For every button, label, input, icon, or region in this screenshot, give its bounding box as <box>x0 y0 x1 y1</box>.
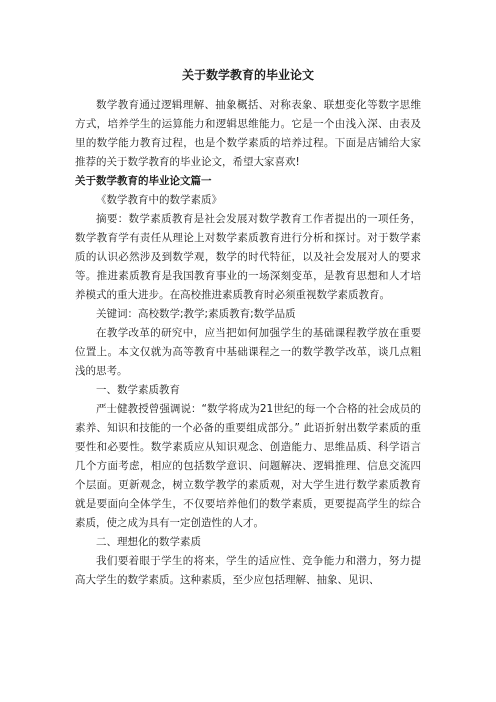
subheading-two: 二、理想化的数学素质 <box>96 536 201 548</box>
subheading-one: 一、数学素质教育 <box>96 384 180 396</box>
section-heading: 关于数学教育的毕业论文篇一 <box>75 175 212 187</box>
document-title: 关于数学教育的毕业论文 <box>181 68 314 82</box>
paper-title: 《数学教育中的数学素质》 <box>96 194 222 206</box>
reform-paragraph: 在教学改革的研究中，应当把如何加强学生的基础课程教学放在重要位置上。本文仅就为高等教育中基础课程之一的数学教学改革，谈几点粗浅的思考。 <box>75 327 421 377</box>
intro-paragraph: 数学教育通过逻辑理解、抽象概括、对称表象、联想变化等数字思维方式，培养学生的运算能力和逻辑思维能力。它是一个由浅入深、由表及里的数学能力教育过程，也是个数学素质的培养过程。下面是店铺给大家推荐的关于数学教育的毕业论文，希望大家喜欢! <box>75 99 421 168</box>
abstract-paragraph: 摘要：数学素质教育是社会发展对数学教育工作者提出的一项任务，数学教育学有责任从理论上对数学素质教育进行分析和探讨。对于数学素质的认识必然涉及到数学观，数学的时代特征，以及社会发展对人的要求等。推进素质教育是我国教育事业的一场深刻变革，是教育思想和人才培养模式的重大进步。在高校推进素质教育时必须重视数学素质教育。 <box>75 213 421 301</box>
keywords-paragraph: 关键词：高校数学;教学;素质教育;数学品质 <box>96 308 296 320</box>
section-two-paragraph: 我们要着眼于学生的将来，学生的适应性、竞争能力和潜力，努力提高大学生的数学素质。这种素质，至少应包括理解、抽象、见识、 <box>75 555 421 586</box>
section-one-paragraph: 严士健教授曾强调说：“数学将成为21世纪的每一个合格的社会成员的素养、知识和技能的一个必备的重要组成部分。” 此语折射出数学素质的重要性和必要性。数学素质应从知识观念、创造能力、思维品质、科学语言几个方面考虑，相应的包括数学意识、问题解决、逻辑推理、信息交流四个层面。更新观念，树立数学教学的素质观，对大学生进行数学素质教育就是要面向全体学生，不仅要培养他们的数学素质，更要提高学生的综合素质，使之成为具有一定创造性的人才。 <box>75 403 421 529</box>
